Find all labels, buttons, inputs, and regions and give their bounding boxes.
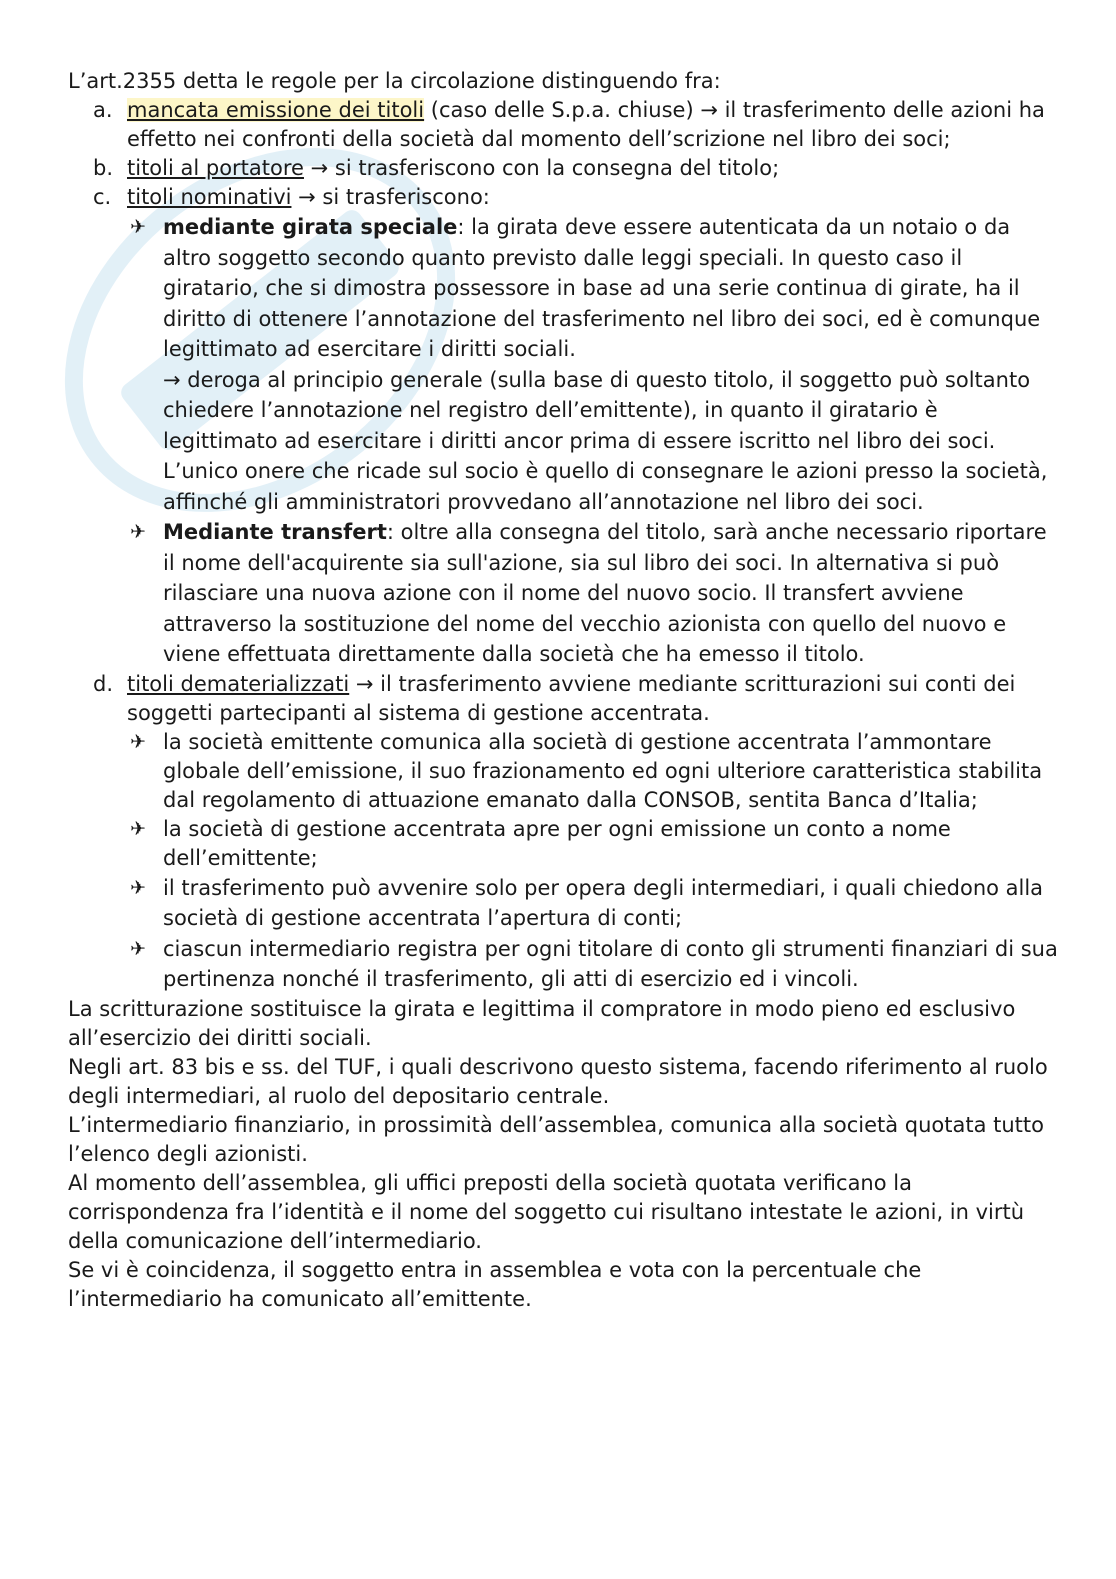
sublist-item-text: la società emittente comunica alla società di gestione accentrata l’ammontare globale dell’emissione, il suo frazionamento ed ogni ulteriore caratteristica stabilita dal regolamento di attuazione emanato dalla CONSOB, sentita Banca d’Italia; xyxy=(163,729,1043,812)
airplane-bullet-icon: ✈ xyxy=(130,730,146,753)
intro-paragraph: L’art.2355 detta le regole per la circolazione distinguendo fra: xyxy=(68,69,721,93)
airplane-bullet-icon: ✈ xyxy=(130,817,146,840)
sublist-item-girata xyxy=(68,212,1058,365)
sublist-item-title: mediante girata speciale xyxy=(163,215,458,239)
girata-note: → deroga al principio generale (sulla base di questo titolo, il soggetto può soltanto chiedere l’annotazione nel registro dell’emittente), in quanto il giratario è legittimato ad esercitare i diritti ancor prima di essere iscritto nel libro dei soci. xyxy=(163,367,1031,453)
airplane-bullet-icon: ✈ xyxy=(130,521,146,543)
item-text: → il trasferimento avviene mediante scritturazioni sui conti dei soggetti partecipanti al sistema di gestione accentrata. xyxy=(127,671,1016,725)
item-label: c. xyxy=(93,185,112,209)
list-item-b xyxy=(68,154,1058,183)
sublist-item-text: : oltre alla consegna del titolo, sarà anche necessario riportare il nome dell'acquirente sia sull'azione, sia sul libro dei soci. In alternativa si può rilasciare una nuova azione con il nome del nuovo socio. Il transfert avviene attraverso la sostituzione del nome del vecchio azionista con quello del nuovo e viene effettuata direttamente dalla società che ha emesso il titolo. xyxy=(163,520,1047,666)
sublist-item-title: Mediante transfert xyxy=(163,520,387,544)
item-label: d. xyxy=(93,671,114,696)
item-text: (caso delle S.p.a. chiuse) → il trasferimento delle azioni ha effetto nei confronti della società dal momento dell’scrizione nel libro dei soci; xyxy=(127,98,1045,151)
sublist-item xyxy=(68,815,1058,873)
item-text: → si trasferiscono: xyxy=(291,185,490,209)
sublist-item xyxy=(68,728,1058,815)
item-label: b. xyxy=(93,156,114,180)
list-item-a xyxy=(68,96,1058,154)
list-item-d xyxy=(68,670,1058,728)
item-heading: titoli dematerializzati xyxy=(127,671,350,696)
document-body xyxy=(68,67,1058,1314)
airplane-bullet-icon: ✈ xyxy=(130,937,146,960)
closing-paragraph: Negli art. 83 bis e ss. del TUF, i quali descrivono questo sistema, facendo riferimento al ruolo degli intermediari, al ruolo del depositario centrale. xyxy=(68,1054,1048,1108)
item-heading: titoli al portatore xyxy=(127,156,304,180)
closing-paragraph: La scritturazione sostituisce la girata e legittima il compratore in modo pieno ed esclusivo all’esercizio dei diritti sociali. xyxy=(68,996,1016,1050)
sublist-item-text: il trasferimento può avvenire solo per opera degli intermediari, i quali chiedono alla società di gestione accentrata l’apertura di conti; xyxy=(163,875,1044,930)
sublist-item-transfert xyxy=(68,517,1058,670)
airplane-bullet-icon: ✈ xyxy=(130,216,146,238)
sublist-item xyxy=(68,934,1058,995)
sublist-item xyxy=(68,873,1058,934)
list-item-c xyxy=(68,183,1058,212)
sublist-item-text: la società di gestione accentrata apre per ogni emissione un conto a nome dell’emittente; xyxy=(163,816,951,870)
nominativi-sublist xyxy=(68,212,1058,670)
item-heading: mancata emissione dei titoli xyxy=(127,98,425,122)
girata-onere: L’unico onere che ricade sul socio è quello di consegnare le azioni presso la società, affinché gli amministratori provvedano all’annotazione nel libro dei soci. xyxy=(163,459,1048,514)
closing-paragraph: Se vi è coincidenza, il soggetto entra in assemblea e vota con la percentuale che l’intermediario ha comunicato all’emittente. xyxy=(68,1257,922,1311)
item-heading: titoli nominativi xyxy=(127,185,292,209)
closing-paragraph: L’intermediario finanziario, in prossimità dell’assemblea, comunica alla società quotata tutto l’elenco degli azionisti. xyxy=(68,1112,1044,1166)
sublist-item-text: : la girata deve essere autenticata da un notaio o da altro soggetto secondo quanto previsto dalle leggi speciali. In questo caso il giratario, che si dimostra possessore in base ad una serie continua di girate, ha il diritto di ottenere l’annotazione del trasferimento nel libro dei soci, ed è comunque legittimato ad esercitare i diritti sociali. xyxy=(163,215,1041,361)
closing-paragraph: Al momento dell’assemblea, gli uffici preposti della società quotata verificano la corrispondenza fra l’identità e il nome del soggetto cui risultano intestate le azioni, in virtù della comunicazione dell’intermediario. xyxy=(68,1170,1025,1253)
airplane-bullet-icon: ✈ xyxy=(130,876,146,899)
dematerializzati-sublist xyxy=(68,728,1058,995)
item-text: → si trasferiscono con la consegna del titolo; xyxy=(303,156,780,180)
sublist-item-text: ciascun intermediario registra per ogni titolare di conto gli strumenti finanziari di sua pertinenza nonché il trasferimento, gli atti di esercizio ed i vincoli. xyxy=(163,936,1058,991)
item-label: a. xyxy=(93,98,113,122)
circulation-list xyxy=(68,96,1058,995)
